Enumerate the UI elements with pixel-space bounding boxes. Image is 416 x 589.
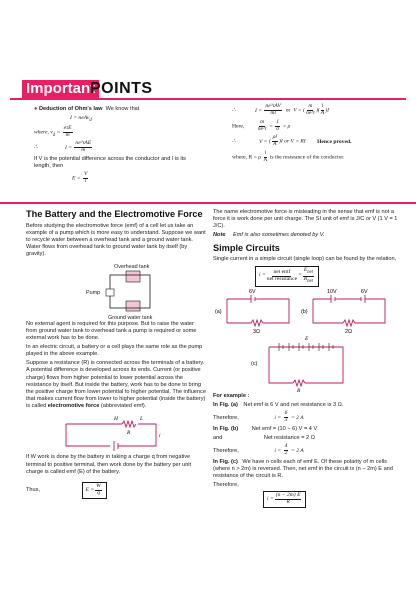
- resistor-label: R: [127, 430, 131, 437]
- points-label: POINTS: [90, 80, 153, 97]
- eq-current: I = neAv: [70, 115, 90, 122]
- eq-current-fraction: $\frac{\text{ne²τAE}}{m}$: [75, 139, 92, 153]
- battery-emf-title: The Battery and the Electromotive Force: [26, 209, 203, 219]
- potential-difference-text: If V is the potential difference across the conductor and l is its length, then: [34, 155, 186, 169]
- fig-b-emf1: 10V: [327, 288, 337, 295]
- fig-a-label: (a): [215, 308, 222, 315]
- emf-term: electromotive force: [47, 403, 100, 410]
- bullet-icon: ●: [34, 106, 38, 112]
- ground-tank-label: Ground water tank: [108, 314, 153, 321]
- pump-box: [106, 289, 114, 296]
- fig-b-label: (b): [301, 308, 308, 315]
- note-label: Note: [213, 232, 226, 239]
- current-formula-box: i = $\frac{\text{net emf}}{\text{net resistance}}$ = $\frac{E_{net}}{R_{net}}$: [255, 266, 319, 287]
- emf-formula-box: E = $\frac{W}{q}$: [82, 482, 107, 499]
- hence-proved: Hence proved.: [317, 139, 352, 146]
- for-example-title: For example :: [213, 392, 250, 399]
- battery-emf-p5: If W work is done by the battery in taking a charge q from negative terminal to positive terminal, then work done by the battery per unit charge is called emf (E) of the battery.: [26, 454, 192, 475]
- note-text: Emf is also sometimes denoted by V.: [233, 232, 325, 239]
- battery-circuit-figure: [26, 412, 206, 454]
- fig-b-resistance: 2Ω: [345, 328, 353, 335]
- fig-c-resistance: R: [297, 387, 301, 393]
- simple-circuits-intro: Single current in a simple circuit (single loop) can be found by the relation,: [213, 256, 397, 263]
- battery-emf-p3: In an electric circuit, a battery or a cell plays the same role as the pump played in the above example.: [26, 344, 203, 358]
- fig-b-emf2: 6V: [361, 288, 368, 295]
- pump-label: Pump: [86, 289, 101, 296]
- fig-c-emf: E: [305, 335, 309, 342]
- important-label: Important: [22, 80, 99, 98]
- battery-emf-p2: No external agent is required for this purpose. But to raise the water from ground water tank to overhead tank a pump is required or some external work has to be done.: [26, 320, 197, 341]
- fig-a-emf: 6V: [249, 288, 256, 295]
- ohms-law-title: Deduction of Ohm's law: [38, 106, 103, 112]
- ground-tank: [126, 301, 140, 311]
- points-right-column: ∴ I = $\frac{\text{ne²τAV}}{ml}$ or V = ( $\frac{m}{\text{ne²τ}}$ )( $\frac{l}{A}$ )I Here, $\frac{m}{\text{ne²τ}}$ = $\frac{1}{\sigma}$ = ρ ∴ V = ( $\frac{\rho l}{A}$ )I or V = RI Hence proved. where, R = ρ $\frac{l}{A}$ is the resistance of the conductor.: [232, 103, 352, 164]
- simple-circuits-title: Simple Circuits: [213, 242, 280, 253]
- simple-circuits-figure: [213, 289, 401, 393]
- eq-field-fraction: $\frac{V}{l}$: [84, 170, 88, 184]
- eq-drift-prefix: where, v: [34, 129, 53, 136]
- n-cells-formula-box: i = $\frac{(n - 2m) E}{R}$: [263, 491, 306, 508]
- simple-circuits-section: The name electromotive force is misleading in the sense that emf is not a force it is work done per unit charge. The SI unit of emf is J/C or V (1 V = 1 J/C). Note Emf is also sometimes denoted by V. Simple Circuits Single current in a simple circuit (single loop) can be found by the relation, i = $\frac{\text{net emf}}{\text{net resistance}}$ = $\frac{E_{net}}{R_{net}}$ (a) 6V 3Ω (b) 10V 6V 2Ω (c) E R For example : In Fig. (a) Net emf is 6 V and net resistance is 3 Ω. Therefore, i = $\frac{6}{3}$ = 2 A In Fig. (b) Net emf = (10 − 6) V = 4 V and Net resistance = 2 Ω Therefore, i = $\frac{4}{2}$ = 2 A In Fig. (c) We have n cells each of emf E. Of these polarity of m cells (where n > 2m) is reversed. Then, net emf in the circuit is (n − 2m) E and resistance of the circuit is R. Therefore, i = $\frac{(n - 2m) E}{R}$: [213, 209, 401, 510]
- fig-c-label: (c): [251, 360, 258, 367]
- battery-emf-section: The Battery and the Electromotive Force Before studying the electromotive force (emf) of a cell let us take an example of a pump which is more easy to understand. Suppose we want to recycle water between a overhead tank and a ground water tank. Water flows from overhead tank to ground water tank by itself (by gravity). Overhead tank Pump Ground water tank No external agent is required for this purpose. But to raise the water from ground water tank to overhead tank a pump is required or some external work has to be done. In an electric circuit, a battery or a cell plays the same role as the pump played in the above example. Suppose a resistance (R) is connected across the terminals of a battery. A potential difference is developed across its ends. Current (or positive charge) flows from higher potential to lower potential across the resistance by itself. But inside the battery, work has to be done to bring the positive charge from lower potential to higher potential. The influence that makes current flow from lower to higher potential (inside the battery) is called electromotive force (abbreviated emf). H L R i If W work is done by the battery in taking a charge q from negative terminal to positive terminal, then work done by the battery per unit charge is called emf (E) of the battery. Thus, E = $\frac{W}{q}$: [26, 209, 206, 501]
- emf-misleading-text: The name electromotive force is misleading in the sense that emf is not a force it is work done per unit charge. The SI unit of emf is J/C or V (1 V = 1 J/C).: [213, 209, 398, 230]
- overhead-tank-label: Overhead tank: [114, 263, 150, 270]
- section-divider: [0, 202, 416, 204]
- points-left-column: ● Deduction of Ohm's law We know that I = neAv$_d$ where, $v_d$ = $\frac{\text{eτE}}{m}$ ∴ I = $\frac{\text{ne²τAE}}{m}$ If V is the potential difference across the conductor and l is its length, then E = $\frac{V}{l}$: [34, 106, 199, 187]
- battery-emf-p1: Before studying the electromotive force (emf) of a cell let us take an example of a pump which is more easy to understand. Suppose we want to recycle water between a overhead tank and a ground water tank. Water flows from overhead tank to ground water tank by itself (by gravity).: [26, 222, 206, 258]
- fig-a-resistance: 3Ω: [253, 328, 261, 335]
- ohms-law-intro: We know that: [105, 106, 140, 112]
- potential-high-label: H: [114, 416, 118, 423]
- overhead-tank: [126, 271, 140, 282]
- potential-low-label: L: [140, 416, 143, 423]
- eq-drift-fraction: $\frac{\text{eτE}}{m}$: [63, 125, 72, 139]
- current-label: i: [159, 433, 161, 440]
